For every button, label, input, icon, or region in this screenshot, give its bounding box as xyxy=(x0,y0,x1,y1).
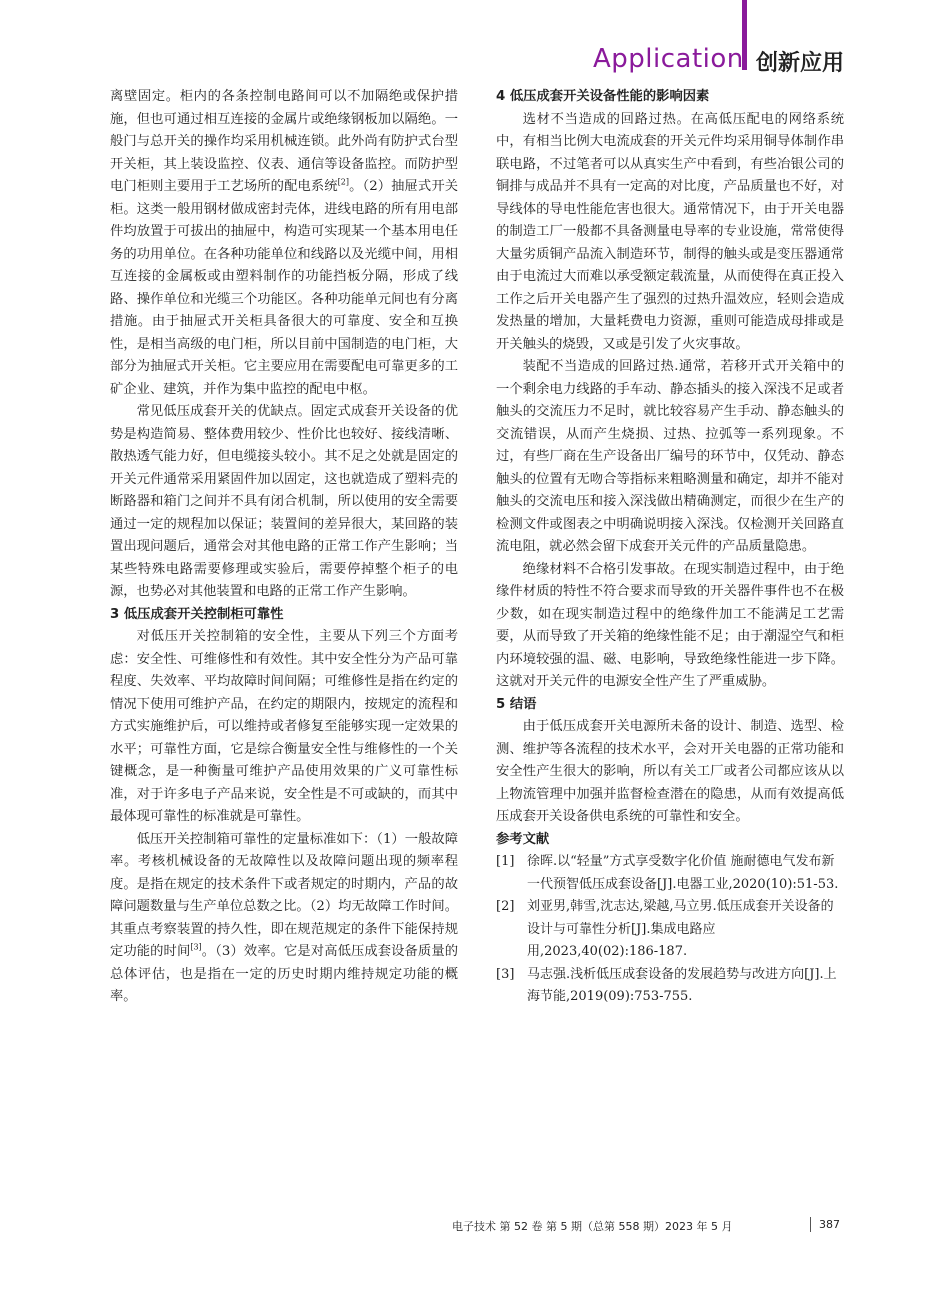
journal-info: 电子技术 第 52 卷 第 5 期（总第 558 期）2023 年 5 月 xyxy=(452,1220,733,1233)
section-heading-4: 4 低压成套开关设备性能的影响因素 xyxy=(496,89,710,104)
section-heading-5: 5 结语 xyxy=(496,696,537,712)
section-label-chinese: 创新应用 xyxy=(756,51,845,76)
footer-divider xyxy=(810,1217,811,1232)
left-column xyxy=(110,86,458,1009)
section-heading-3: 3 低压成套开关控制柜可靠性 xyxy=(110,606,284,622)
paragraph-cabinet-types: 离壁固定。柜内的各条控制电路间可以不加隔绝或保护措施，但也可通过相互连接的金属片或绝缘钢板加以隔绝。一般门与总开关的操作均采用机械连锁。此外尚有防护式台型开关柜，其上装设监控、仪表、通信等设备监控。而防护型电门柜则主要用于工艺场所的配电系统[2]。（2）抽屉式开关柜。这类一般用钢材做成密封壳体，进线电路的所有用电部件均放置于可拔出的抽屉中，构造可实现某一个基本用电任务的功用单位。在各种功能单位和线路以及光缆中间，用相互连接的金属板或由塑料制作的功能挡板分隔，形成了线路、操作单位和光缆三个功能区。各种功能单元间也有分离措施。由于抽屉式开关柜具备很大的可靠度、安全和互换性，是相当高级的电门柜，所以目前中国制造的电门柜，大部分为抽屉式开关柜。它主要应用在需要配电可靠更多的工矿企业、建筑，并作为集中监控的配电中枢。 xyxy=(110,89,459,397)
reference-item: [2] 刘亚男,韩雪,沈志达,梁越,马立男.低压成套开关设备的设计与可靠性分析[J].集成电路应用,2023,40(02):186-187. xyxy=(496,899,834,959)
paragraph-pros-cons: 常见低压成套开关的优缺点。固定式成套开关设备的优势是构造简易、整体费用较少、性价比也较好、接线清晰、散热透气能力好，但电缆接头较小。其不足之处就是固定的开关元件通常采用紧固件加以固定，这也就造成了塑料壳的断路器和箱门之间并不具有闭合机制，所以使用的安全需要通过一定的规程加以保证；装置间的差异很大，某回路的装置出现问题后，通常会对其他电路的正常工作产生影响；当某些特殊电路需要修理或实验后，需要停掉整个柜子的电源，也势必对其他装置和电路的正常工作产生影响。 xyxy=(110,404,458,599)
paragraph-insulation: 绝缘材料不合格引发事故。在现实制造过程中，由于绝缘件材质的特性不符合要求而导致的开关器件事件也不在极少数，如在现实制造过程中的绝缘件加工不能满足工艺需要，从而导致了开关箱的绝缘性能不足；由于潮湿空气和柜内环境较强的温、磁、电影响，导致绝缘性能进一步下降。这就对开关元件的电源安全性产生了严重威胁。 xyxy=(496,561,844,689)
page-number: 387 xyxy=(819,1218,840,1231)
reference-item: [3] 马志强.浅析低压成套设备的发展趋势与改进方向[J].上海节能,2019(09):753-755. xyxy=(496,966,837,1004)
paragraph-reliability: 对低压开关控制箱的安全性，主要从下列三个方面考虑：安全性、可维修性和有效性。其中安全性分为产品可靠程度、失效率、平均故障时间间隔；可维修性是指在约定的情况下使用可维护产品，在约定的期限内，按规定的流程和方式实施维护后，可以维持或者修复至能够实现一定效果的水平；可靠性方面，它是综合衡量安全性与维修性的一个关键概念，是一种衡量可维护产品使用效果的广义可靠性标准，对于许多电子产品来说，安全性是不可或缺的，而其中最体现可靠性的标准就是可靠性。 xyxy=(110,629,458,824)
paragraph-material-overheating: 选材不当造成的回路过热。在高低压配电的网络系统中，有相当比例大电流成套的开关元件均采用铜导体制作串联电路，不过笔者可以从真实生产中看到，有些冶银公司的铜排与成品并不具有一定高的对比度，产品质量也不好，对导线体的导电性能危害也很大。通常情况下，由于开关电器的制造工厂一般都不具备测量电导率的专业设施，常常使得大量劣质铜产品流入制造环节，制得的触头或是变压器通常由于电流过大而难以承受额定载流量，从而使得在真正投入工作之后开关电器产生了强烈的过热升温效应，轻则会造成发热量的增加，大量耗费电力资源，重则可能造成母排或是开关触头的烧毁，又或是引发了火灾事故。 xyxy=(496,111,844,352)
reference-item: [1] 徐晖.以“轻量”方式享受数字化价值 施耐德电气发布新一代预智低压成套设备[J].电器工业,2020(10):51-53. xyxy=(496,854,839,892)
paragraph-conclusion: 由于低压成套开关电源所未备的设计、制造、选型、检测、维护等各流程的技术水平，会对开关电器的正常功能和安全性产生很大的影响，所以有关工厂或者公司都应该从以上物流管理中加强并监督检查潜在的隐患，从而有效提高低压成套开关设备供电系统的可靠性和安全。 xyxy=(496,719,844,824)
paragraph-assembly-overheating: 装配不当造成的回路过热.通常，若移开式开关箱中的一个剩余电力线路的手车动、静态插头的接入深浅不足或者触头的交流压力不足时，就比较容易产生手动、静态触头的交流错误，从而产生烧损、过热、拉弧等一系列现象。不过，有些厂商在生产设备出厂编号的环节中，仅凭动、静态触头的位置有无吻合等指标来粗略测量和确定，却并不能对触头的交流电压和接入深浅做出精确测定，而很少在生产的检测文件或图表之中明确说明接入深浅。仅检测开关回路直流电阻，就必然会留下成套开关元件的产品质量隐患。 xyxy=(496,359,844,554)
references-title: 参考文献 xyxy=(496,831,550,847)
citation-2: [2] xyxy=(337,177,349,187)
citation-3: [3] xyxy=(190,942,202,952)
right-column xyxy=(496,86,844,1009)
paragraph-quantitative-standards: 低压开关控制箱可靠性的定量标准如下：（1）一般故障率。考核机械设备的无故障性以及故障问题出现的频率程度。是指在规定的技术条件下或者规定的时期内，产品的故障问题数量与生产单位总数之比。（2）均无故障工作时间。其重点考察装置的持久性，即在规范规定的条件下能保持规定功能的时间[3]。（3）效率。它是对高低压成套设备质量的总体评估，也是指在一定的历史时期内维持规定功能的概率。 xyxy=(110,831,459,1004)
section-label-english: Application xyxy=(593,44,744,74)
